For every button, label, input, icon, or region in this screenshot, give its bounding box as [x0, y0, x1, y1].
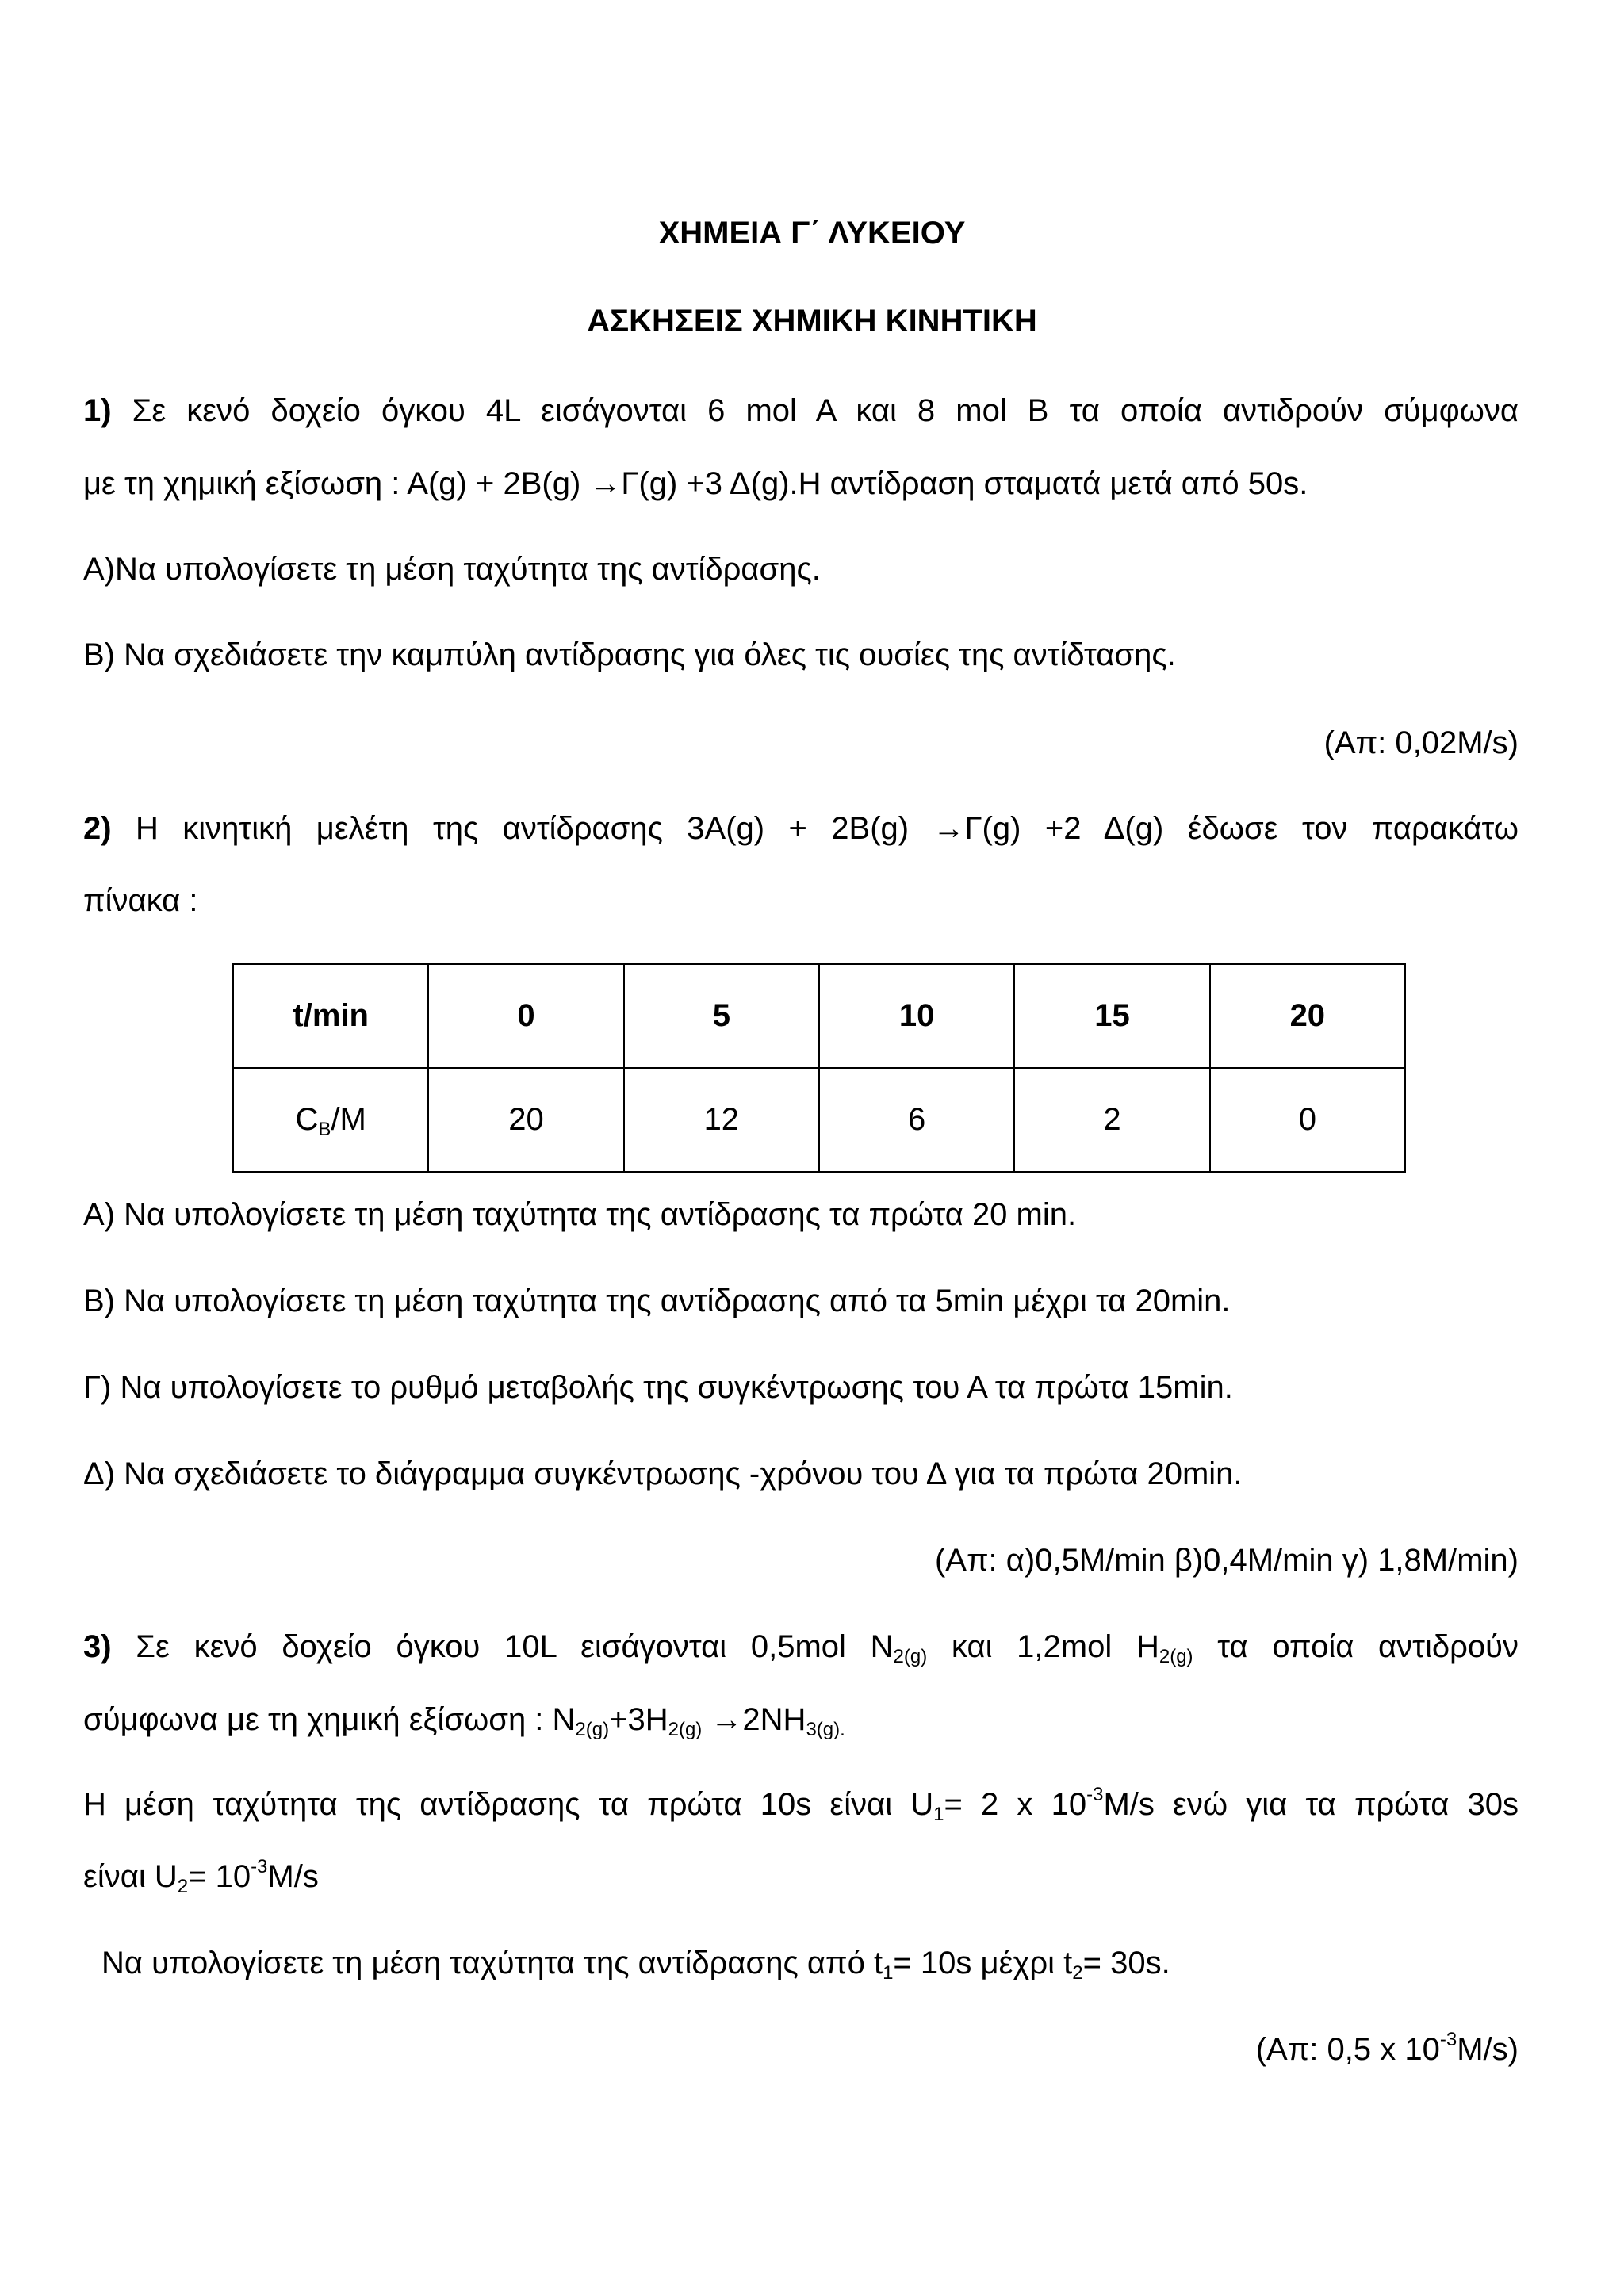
- ex3-superscript: -3: [1439, 2029, 1457, 2050]
- row-label-main: C: [295, 1102, 319, 1137]
- ex3-subscript: 2: [1072, 1962, 1083, 1984]
- table-cell: 0: [1210, 1068, 1405, 1172]
- ex2-line1: [83, 809, 1519, 848]
- table-header-cell: t/min: [233, 964, 428, 1068]
- ex3-line3-part: = 2 x 10: [944, 1787, 1087, 1822]
- ex3-line1: [83, 1628, 1519, 1666]
- ex3-question-part: = 10s μέχρι t: [893, 1946, 1073, 1980]
- table-row-label: [233, 1068, 428, 1172]
- ex2-question-b: Β) Να υπολογίσετε τη μέση ταχύτητα της αντίδρασης από τα 5min μέχρι τα 20min.: [83, 1284, 1231, 1318]
- ex2-question-d: Δ) Να σχεδιάσετε το διάγραμμα συγκέντρωσης -χρόνου του Δ για τα πρώτα 20min.: [83, 1456, 1243, 1491]
- ex1-question-b: Β) Να σχεδιάσετε την καμπύλη αντίδρασης για όλες τις ουσίες της αντίδτασης.: [83, 637, 1176, 672]
- table-header-cell: 20: [1210, 964, 1405, 1068]
- ex2-number: 2): [83, 811, 112, 846]
- ex3-line3: [83, 1784, 1519, 1826]
- table-header-cell: 15: [1014, 964, 1209, 1068]
- ex2-line1-text: Η κινητική μελέτη της αντίδρασης 3Α(g) + 2B(g) →Γ(g) +2 Δ(g) έδωσε τον παρακάτω: [111, 811, 1519, 846]
- ex2-line2: πίνακα :: [83, 883, 198, 918]
- table-header-cell: 10: [819, 964, 1014, 1068]
- ex3-subscript: 2(g): [668, 1719, 703, 1741]
- table-cell: 2: [1014, 1068, 1209, 1172]
- table-header-cell: 5: [624, 964, 819, 1068]
- table-cell: 20: [428, 1068, 623, 1172]
- ex3-subscript: 2(g): [893, 1646, 928, 1668]
- kinetics-table: [232, 963, 1406, 1173]
- ex3-subscript: 1: [883, 1962, 894, 1984]
- ex3-answer: [83, 2030, 1519, 2068]
- ex3-subscript: 3(g).: [806, 1719, 845, 1741]
- table-row: [233, 1068, 1405, 1172]
- ex3-superscript: -3: [251, 1856, 268, 1877]
- ex1-number: 1): [83, 393, 112, 428]
- table-cell: 6: [819, 1068, 1014, 1172]
- ex3-subscript: 1: [933, 1804, 944, 1826]
- ex3-line2-part: +3H: [609, 1702, 668, 1737]
- ex3-subscript: 2(g): [1159, 1646, 1193, 1668]
- ex3-subscript: 2(g): [575, 1719, 610, 1741]
- page-subtitle: ΑΣΚΗΣΕΙΣ ΧΗΜΙΚΗ ΚΙΝΗΤΙΚΗ: [587, 304, 1037, 339]
- ex3-answer-part: (Απ: 0,5 x 10: [1255, 2032, 1440, 2067]
- ex2-answer: (Απ: α)0,5Μ/min β)0,4Μ/min γ) 1,8Μ/min): [934, 1543, 1519, 1578]
- ex2-question-a: Α) Να υπολογίσετε τη μέση ταχύτητα της αντίδρασης τα πρώτα 20 min.: [83, 1197, 1077, 1232]
- row-label-sub: B: [318, 1119, 331, 1141]
- ex3-line4-part: M/s: [267, 1859, 319, 1894]
- ex3-line2-part: →2NH: [702, 1702, 806, 1737]
- table-header-row: [233, 964, 1405, 1068]
- ex1-line1-text: Σε κενό δοχείο όγκου 4L εισάγονται 6 mol A και 8 mol B τα οποία αντιδρούν σύμφωνα: [111, 393, 1519, 428]
- ex3-line4: [83, 1858, 1519, 1896]
- ex1-line1: [83, 392, 1519, 430]
- ex1-question-a: Α)Να υπολογίσετε τη μέση ταχύτητα της αντίδρασης.: [83, 552, 821, 587]
- row-label-end: /M: [331, 1102, 366, 1137]
- ex3-line3-part: M/s ενώ για τα πρώτα 30s: [1103, 1787, 1519, 1822]
- table-cell: 12: [624, 1068, 819, 1172]
- ex3-line2-part: σύμφωνα με τη χημική εξίσωση : N: [83, 1702, 576, 1737]
- ex3-line1-part: Σε κενό δοχείο όγκου 10L εισάγονται 0,5mol N: [111, 1629, 894, 1664]
- ex3-number: 3): [83, 1629, 112, 1664]
- ex2-question-c: Γ) Να υπολογίσετε το ρυθμό μεταβολής της συγκέντρωσης του Α τα πρώτα 15min.: [83, 1370, 1233, 1405]
- ex3-subscript: 2: [177, 1876, 189, 1898]
- ex3-answer-part: M/s): [1457, 2032, 1519, 2067]
- ex3-line4-part: = 10: [188, 1859, 251, 1894]
- ex3-line2: [83, 1701, 1519, 1739]
- ex3-line1-part: και 1,2mol H: [927, 1629, 1159, 1664]
- ex3-line3-part: Η μέση ταχύτητα της αντίδρασης τα πρώτα 10s είναι U: [83, 1787, 934, 1822]
- table-header-cell: 0: [428, 964, 623, 1068]
- ex3-line1-part: τα οποία αντιδρούν: [1193, 1629, 1519, 1664]
- ex1-line2: με τη χημική εξίσωση : Α(g) + 2B(g) →Γ(g) +3 Δ(g).Η αντίδραση σταματά μετά από 50s.: [83, 466, 1308, 501]
- ex3-question-part: = 30s.: [1082, 1946, 1170, 1980]
- ex3-question-part: Να υπολογίσετε τη μέση ταχύτητα της αντίδρασης από t: [102, 1946, 883, 1980]
- ex1-answer: (Απ: 0,02Μ/s): [1323, 725, 1519, 760]
- ex3-line4-part: είναι U: [83, 1859, 178, 1894]
- page-title: ΧΗΜΕΙΑ Γ΄ ΛΥΚΕΙΟΥ: [658, 216, 966, 251]
- ex3-question: [102, 1944, 1537, 1982]
- ex3-superscript: -3: [1086, 1784, 1104, 1805]
